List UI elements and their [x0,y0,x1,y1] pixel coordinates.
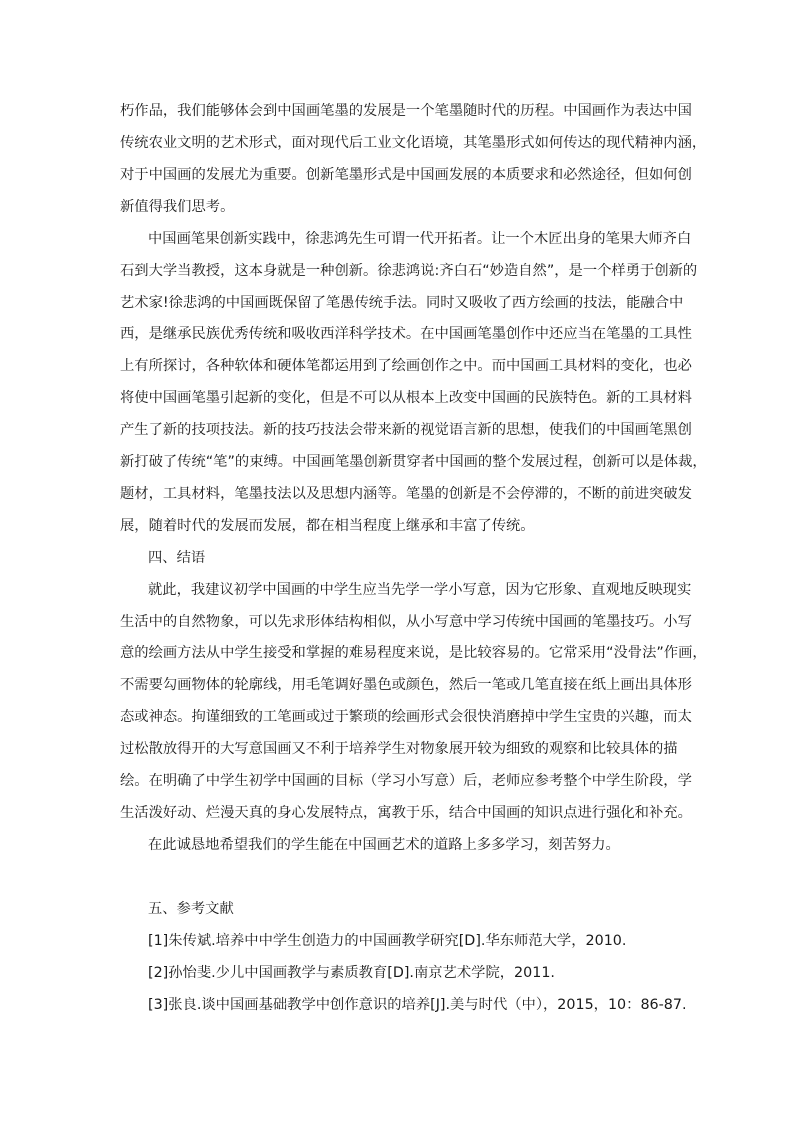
section-heading-conclusion: 四、结语 [148,550,206,566]
para2-line: 展，随着时代的发展而发展，都在相当程度上继承和丰富了传统。 [120,518,535,534]
para1-line: 新值得我们思考。 [120,199,235,215]
para3-line: 生活中的自然物象，可以先求形体结构相似，从小写意中学习传统中国画的笔墨技巧。小写 [120,614,692,630]
para2-line: 题材，工具材料，笔墨技法以及思想内涵等。笔墨的创新是不会停滞的，不断的前进突破发 [120,486,692,502]
para3-line: 过松散放得开的大写意国画又不利于培养学生对物象展开较为细致的观察和比较具体的描 [120,741,678,757]
para1-line: 传统农业文明的艺术形式，面对现代后工业文化语境，其笔墨形式如何传达的现代精神内涵， [120,135,707,151]
para2-line: 艺术家!徐悲鸿的中国画既保留了笔愚传统手法。同时又吸收了西方绘画的技法，能融合中 [120,295,684,311]
reference-item: [3]张良.谈中国画基础教学中创作意识的培养[J].美与时代（中），2015，10：86-87. [148,997,687,1013]
para3-line: 就此，我建议初学中国画的中学生应当先学一学小写意，因为它形象、直观地反映现实 [148,582,692,598]
para3-line: 态或神态。拘谨细致的工笔画或过于繁琐的绘画形式会很快消磨掉中学生宝贵的兴趣，而太 [120,709,692,725]
para2-line: 将使中国画笔墨引起新的变化，但是不可以从根本上改变中国画的民族特色。新的工具材料 [120,390,692,406]
para3-line: 生活泼好动、烂漫天真的身心发展特点，寓教于乐，结合中国画的知识点进行强化和补充。 [120,805,692,821]
para1-line: 朽作品，我们能够体会到中国画笔墨的发展是一个笔墨随时代的历程。中国画作为表达中国 [120,103,692,119]
para2-line: 西，是继承民族优秀传统和吸收西洋科学技术。在中国画笔墨创作中还应当在笔墨的工具性 [120,326,692,342]
para2-line: 产生了新的技项技法。新的技巧技法会带来新的视觉语言新的思想，使我们的中国画笔黑创 [120,422,692,438]
para2-line: 上有所探讨，各种软体和硬体笔都运用到了绘画创作之中。而中国画工具材料的变化，也必 [120,358,692,374]
para2-line: 石到大学当教授，这本身就是一种创新。徐悲鸿说:齐白石“妙造自然”，是一个样勇于创新的 [120,263,698,279]
section-heading-references: 五、参考文献 [148,901,234,917]
para3-line: 不需要勾画物体的轮廓线，用毛笔调好墨色或颜色，然后一笔或几笔直接在纸上画出具体形 [120,677,692,693]
para2-line: 新打破了传统“笔”的束缚。中国画笔墨创新贯穿者中国画的整个发展过程，创新可以是体裁， [120,454,707,470]
reference-item: [1]朱传斌.培养中中学生创造力的中国画教学研究[D].华东师范大学，2010. [148,933,627,949]
para1-line: 对于中国画的发展尤为重要。创新笔墨形式是中国画发展的本质要求和必然途径，但如何创 [120,167,692,183]
para3-line: 意的绘画方法从中学生接受和掌握的难易程度来说，是比较容易的。它常采用“没骨法”作画， [120,645,707,661]
reference-item: [2]孙怡斐.少儿中国画教学与素质教育[D].南京艺术学院，2011. [148,965,555,981]
para2-line: 中国画笔果创新实践中，徐悲鸿先生可谓一代开拓者。让一个木匠出身的笔果大师齐白 [148,231,692,247]
para4-line: 在此诚恳地希望我们的学生能在中国画艺术的道路上多多学习，刻苦努力。 [148,837,620,853]
para3-line: 绘。在明确了中学生初学中国画的目标（学习小写意）后，老师应参考整个中学生阶段，学 [120,773,692,789]
